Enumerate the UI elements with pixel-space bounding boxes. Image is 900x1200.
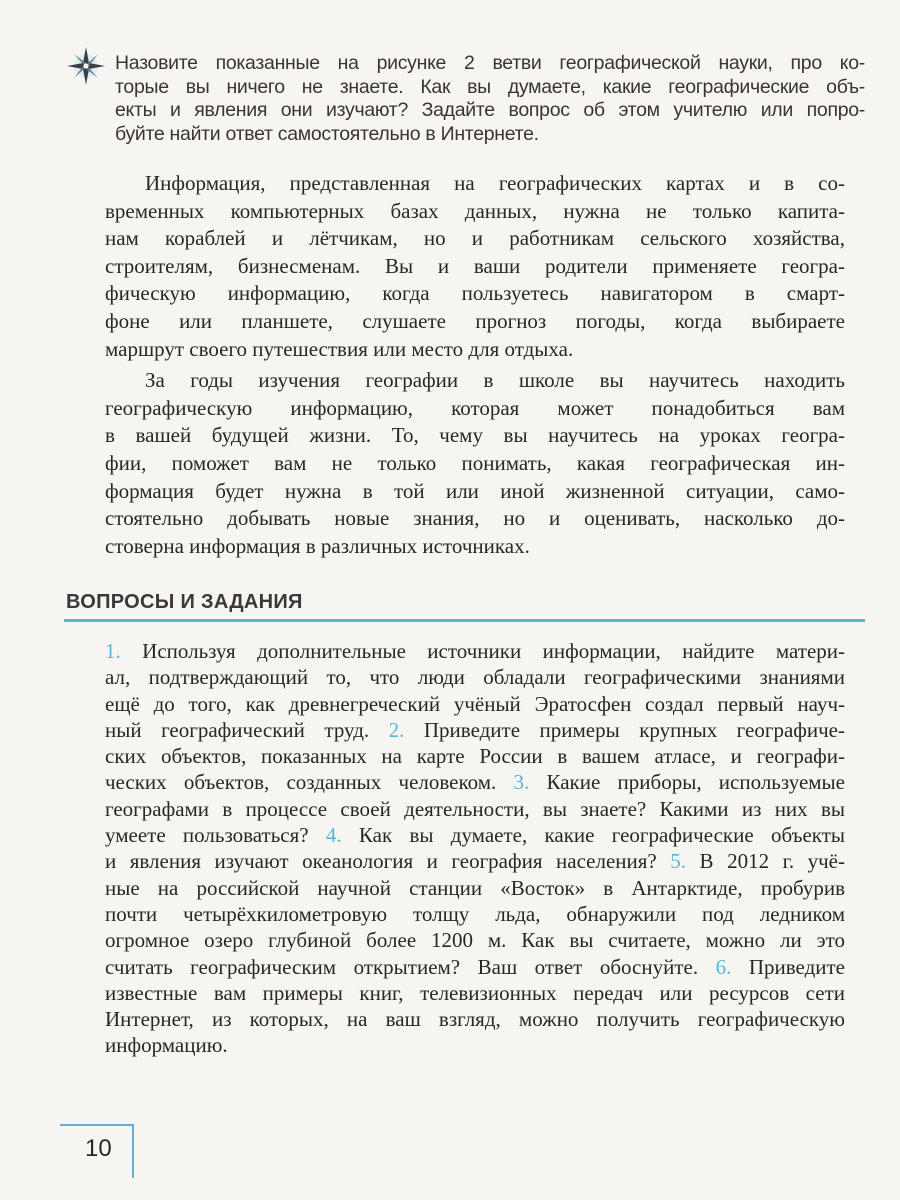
question-text: информацию. <box>105 1033 228 1058</box>
question-number: 5. <box>670 849 700 874</box>
question-text: ческих объектов, созданных человеком. <box>105 770 514 795</box>
question-text: огромное озеро глубиной более 1200 м. Как вы считаете, можно ли это <box>105 928 845 953</box>
paragraph-line: фическую информацию, когда пользуетесь навигатором в смарт- <box>105 281 845 306</box>
question-text: В 2012 г. учё- <box>699 849 845 874</box>
question-text: считать географическим открытием? Ваш ответ обоснуйте. <box>105 954 716 979</box>
paragraph-line: фоне или планшете, слушаете прогноз погоды, когда выбираете <box>105 308 845 333</box>
question-text: ный географический труд. <box>105 717 389 742</box>
question-text: ещё до того, как древнегреческий учёный Эратосфен создал первый науч- <box>105 691 845 716</box>
question-line <box>105 848 845 874</box>
paragraph-line: стоятельно добывать новые знания, но и оценивать, насколько до- <box>105 506 845 531</box>
question-number: 1. <box>105 639 143 663</box>
question-line <box>105 796 845 822</box>
question-line <box>105 927 845 953</box>
question-text: почти четырёхкилометровую толщу льда, обнаружили под ледником <box>105 901 845 926</box>
question-text: Приведите примеры крупных географиче- <box>423 717 845 742</box>
question-number: 3. <box>513 770 547 795</box>
question-line <box>105 954 845 980</box>
question-text: известные вам примеры книг, телевизионных передач или ресурсов сети <box>105 980 845 1005</box>
question-text: ные на российской научной станции «Восток» в Антарктиде, пробурив <box>105 875 845 900</box>
question-line <box>105 980 845 1006</box>
note-line: екты и явления они изучают? Задайте вопрос об этом учителю или попро- <box>115 99 865 121</box>
paragraph <box>105 367 845 560</box>
question-line <box>105 664 845 690</box>
paragraph-line: маршрут своего путешествия или место для отдыха. <box>105 336 574 361</box>
question-line <box>105 822 845 848</box>
question-text: ал, подтверждающий то, что люди обладали географическими знаниями <box>105 665 845 690</box>
compass-rose-icon <box>66 46 106 86</box>
question-number: 4. <box>325 823 359 848</box>
note-line: торые вы ничего не знаете. Как вы думаете, какие географические объ- <box>115 75 865 98</box>
question-number: 2. <box>388 717 424 742</box>
section-divider <box>64 619 865 622</box>
paragraph <box>105 170 845 363</box>
question-text: умеете пользоваться? <box>105 823 326 848</box>
question-text: Какие приборы, используемые <box>546 770 845 795</box>
paragraph-line: строителям, бизнесменам. Вы и ваши родители применяете геогра- <box>105 253 845 278</box>
question-text: Интернет, из которых, на ваш взгляд, можно получить географическую <box>105 1007 845 1032</box>
question-line <box>105 769 845 795</box>
margin-note <box>115 52 865 146</box>
question-text: ских объектов, показанных на карте России в вашем атласе, и географи- <box>105 744 845 769</box>
body-text <box>105 170 845 560</box>
paragraph-line: формация будет нужна в той или иной жизненной ситуации, само- <box>105 478 845 503</box>
question-line <box>105 691 845 717</box>
questions-list <box>105 638 845 1059</box>
paragraph-line: Информация, представленная на географических картах и в со- <box>145 171 845 195</box>
question-line <box>105 1006 845 1032</box>
paragraph-line: временных компьютерных базах данных, нужна не только капита- <box>105 198 845 223</box>
question-line <box>105 743 845 769</box>
question-number: 6. <box>715 954 749 979</box>
question-text: Приведите <box>748 954 846 979</box>
paragraph-line: географическую информацию, которая может понадобиться вам <box>105 395 845 420</box>
question-text: Используя дополнительные источники информации, найдите матери- <box>142 639 845 663</box>
paragraph-line: За годы изучения географии в школе вы научитесь находить <box>145 368 845 393</box>
note-line: Назовите показанные на рисунке 2 ветви географической науки, про ко- <box>115 52 865 74</box>
question-line <box>105 1032 845 1058</box>
question-line <box>105 717 845 743</box>
question-text: Как вы думаете, какие географические объекты <box>358 823 845 848</box>
paragraph-line: в вашей будущей жизни. То, чему вы научитесь на уроках геогра- <box>105 423 845 448</box>
note-line: буйте найти ответ самостоятельно в Интернете. <box>115 122 539 145</box>
question-line <box>105 875 845 901</box>
question-line <box>105 901 845 927</box>
question-text: и явления изучают океанология и география населения? <box>105 849 671 874</box>
question-text: географами в процессе своей деятельности, вы знаете? Какими из них вы <box>105 796 845 821</box>
paragraph-line: нам кораблей и лётчикам, но и работникам сельского хозяйства, <box>105 226 845 251</box>
section-heading: ВОПРОСЫ И ЗАДАНИЯ <box>66 591 303 613</box>
page-number: 10 <box>85 1135 112 1162</box>
question-line <box>105 638 845 664</box>
paragraph-line: стоверна информация в различных источниках. <box>105 533 530 558</box>
paragraph-line: фии, поможет вам не только понимать, какая географическая ин- <box>105 450 845 475</box>
page-number-box <box>60 1124 134 1178</box>
